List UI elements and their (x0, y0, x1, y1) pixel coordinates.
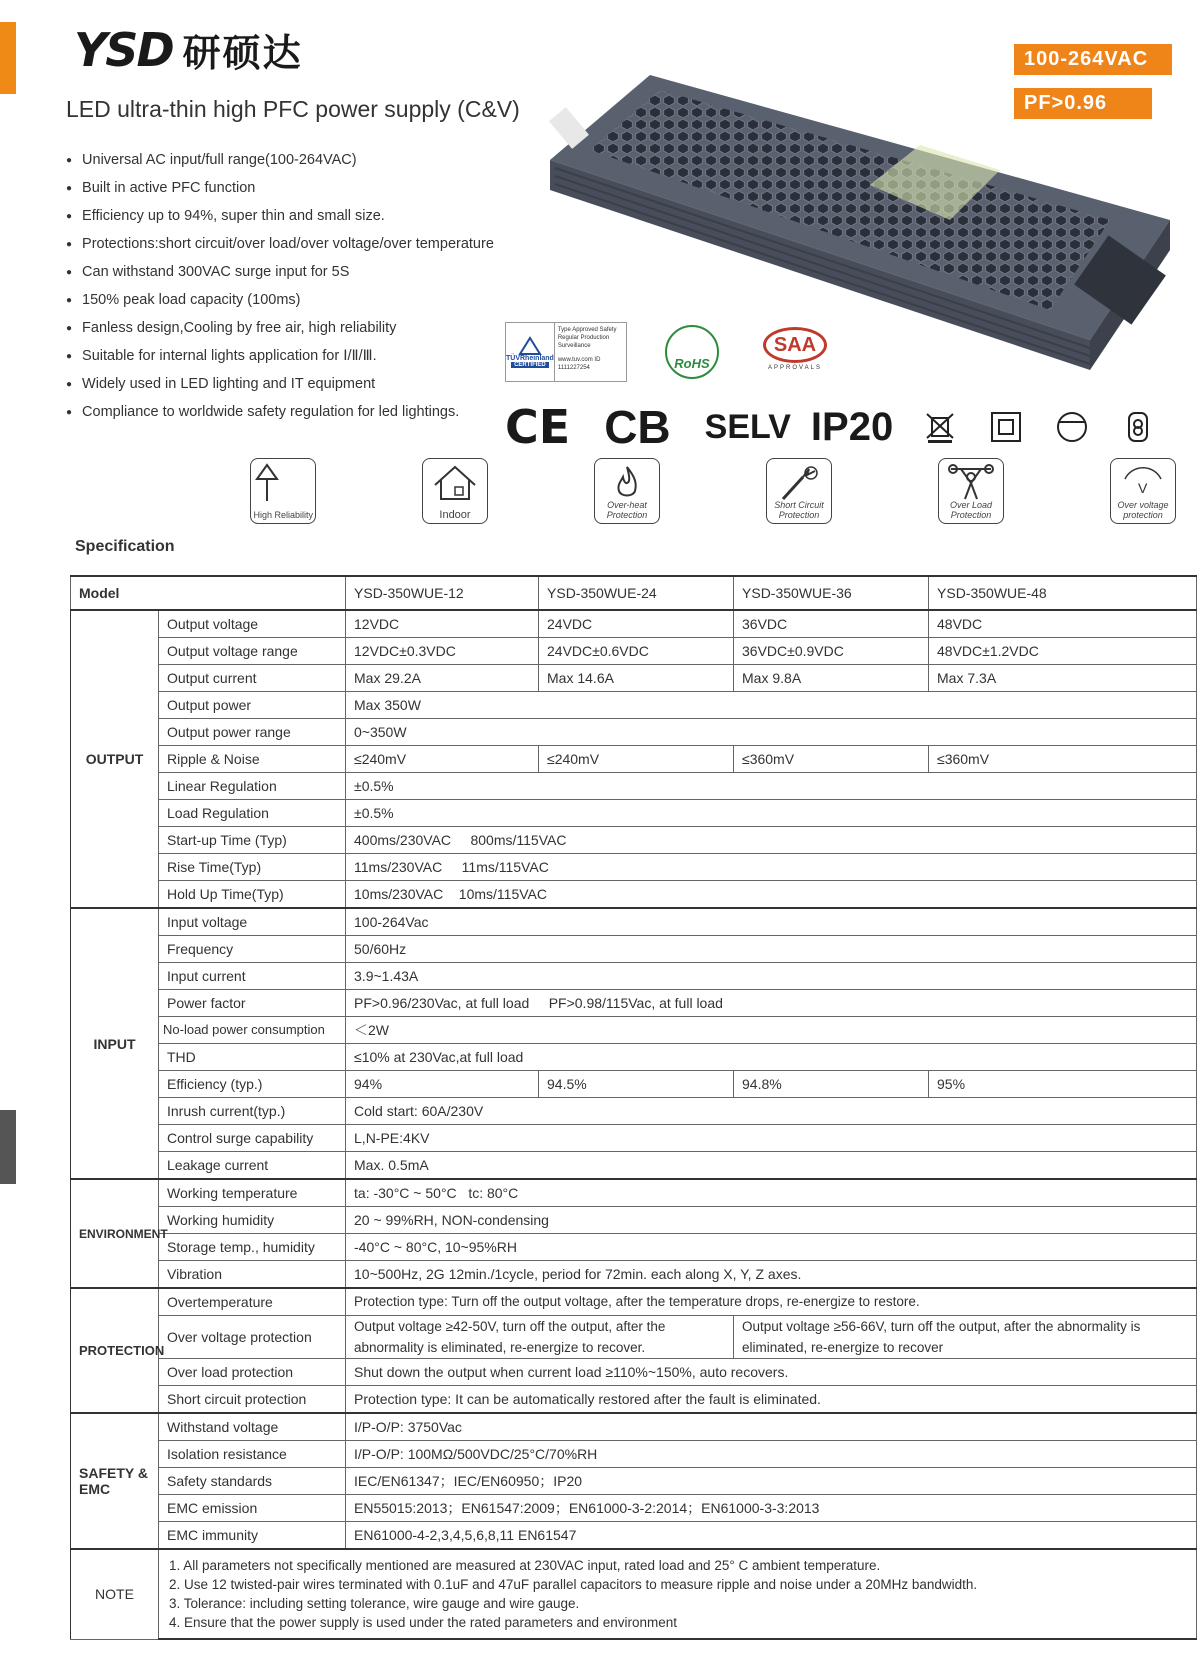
certification-logos (505, 322, 833, 382)
note-line: 1. All parameters not specifically mentioned are measured at 230VAC input, rated load and 25° C ambient temperature. (169, 1558, 881, 1573)
param-label: Inrush current(typ.) (159, 1098, 346, 1125)
logo-chinese-name: 研硕达 (182, 31, 303, 75)
param-label: THD (159, 1044, 346, 1071)
group-label: INPUT (71, 908, 159, 1179)
table-row (71, 1152, 1197, 1180)
table-row (71, 1125, 1197, 1152)
power-factor-badge: PF>0.96 (1014, 88, 1152, 119)
gray-edge-tab (0, 1110, 16, 1184)
param-label: Control surge capability (159, 1125, 346, 1152)
rohs-logo: RoHS (665, 325, 719, 379)
triangle-icon (519, 337, 541, 355)
group-label: PROTECTION (71, 1288, 159, 1413)
table-row (71, 638, 1197, 665)
table-row (71, 1316, 1197, 1359)
param-value: 95% (929, 1071, 1197, 1098)
param-value: 24VDC (539, 610, 734, 638)
param-value: 12VDC±0.3VDC (346, 638, 539, 665)
feature-item: ● Widely used in LED lighting and IT equipment (66, 370, 494, 398)
compliance-marks (505, 400, 1187, 454)
param-value: PF>0.96/230Vac, at full load PF>0.98/115Vac, at full load (346, 990, 1197, 1017)
param-label: No-load power consumption (159, 1017, 346, 1044)
param-label: Hold Up Time(Typ) (159, 881, 346, 909)
short-circuit-feature (766, 458, 832, 524)
svg-text:V: V (1138, 480, 1148, 496)
param-label: Output voltage range (159, 638, 346, 665)
param-value: ±0.5% (346, 800, 1197, 827)
param-label: Short circuit protection (159, 1386, 346, 1414)
param-value: 48VDC±1.2VDC (929, 638, 1197, 665)
feature-item: ● Compliance to worldwide safety regulation for led lightings. (66, 398, 494, 426)
table-row (71, 1207, 1197, 1234)
table-row (71, 773, 1197, 800)
param-value: Max 14.6A (539, 665, 734, 692)
feature-item: ● Can withstand 300VAC surge input for 5S (66, 258, 494, 286)
param-label: Working temperature (159, 1179, 346, 1207)
tuv-badge: CERTIFIED (511, 362, 549, 368)
param-value: ≤360mV (929, 746, 1197, 773)
arrow-up-icon (257, 463, 287, 503)
param-value: Cold start: 60A/230V (346, 1098, 1197, 1125)
param-value: Shut down the output when current load ≥110%~150%, auto recovers. (346, 1359, 1197, 1386)
table-row (71, 908, 1197, 936)
table-row (71, 746, 1197, 773)
table-row (71, 1098, 1197, 1125)
table-row (71, 800, 1197, 827)
param-label: Output current (159, 665, 346, 692)
model-cell: YSD-350WUE-12 (346, 576, 539, 610)
param-value: I/P-O/P: 3750Vac (346, 1413, 1197, 1441)
table-row (71, 1017, 1197, 1044)
table-row (71, 1359, 1197, 1386)
ce-mark: CE (505, 400, 571, 454)
param-label: Output power (159, 692, 346, 719)
high-reliability-feature (250, 458, 316, 524)
table-row (71, 881, 1197, 909)
param-value: 400ms/230VAC 800ms/115VAC (346, 827, 1197, 854)
double-insulation-icon (989, 410, 1023, 444)
table-row (71, 576, 1197, 610)
param-value: Output voltage ≥56-66V, turn off the output, after the abnormality is eliminated, re-energize to recover (734, 1316, 1197, 1359)
param-value: ≤240mV (346, 746, 539, 773)
param-value: 0~350W (346, 719, 1197, 746)
param-label: Input voltage (159, 908, 346, 936)
param-value: 94.8% (734, 1071, 929, 1098)
group-label: OUTPUT (71, 610, 159, 908)
group-label: NOTE (71, 1549, 159, 1639)
param-value: ≤10% at 230Vac,at full load (346, 1044, 1197, 1071)
param-value: 50/60Hz (346, 936, 1197, 963)
over-voltage-feature (1110, 458, 1176, 524)
notes-cell (159, 1549, 1197, 1639)
param-value: 36VDC (734, 610, 929, 638)
param-label: Rise Time(Typ) (159, 854, 346, 881)
param-value: ＜2W (346, 1017, 1197, 1044)
ip20-mark: IP20 (810, 404, 894, 449)
table-row (71, 1386, 1197, 1414)
param-value: 3.9~1.43A (346, 963, 1197, 990)
param-value: Max 7.3A (929, 665, 1197, 692)
logo-mark: YSD (74, 22, 173, 77)
saa-subtext: APPROVALS (768, 365, 822, 371)
param-label: Over load protection (159, 1359, 346, 1386)
param-label: Working humidity (159, 1207, 346, 1234)
param-value: ≤360mV (734, 746, 929, 773)
group-label: SAFETY & EMC (71, 1413, 159, 1549)
feature-caption: Over voltage protection (1117, 500, 1169, 520)
param-value: -40°C ~ 80°C, 10~95%RH (346, 1234, 1197, 1261)
param-value: ta: -30°C ~ 50°C tc: 80°C (346, 1179, 1197, 1207)
table-row (71, 1044, 1197, 1071)
param-label: Output power range (159, 719, 346, 746)
indoor-feature (422, 458, 488, 524)
param-label: Withstand voltage (159, 1413, 346, 1441)
saa-ring: SAA (763, 327, 827, 363)
group-label: ENVIRONMENT (71, 1179, 159, 1288)
param-label: Power factor (159, 990, 346, 1017)
spark-plug-icon (773, 463, 825, 503)
table-row (71, 1234, 1197, 1261)
feature-item: ● Universal AC input/full range(100-264VAC) (66, 146, 494, 174)
voltmeter-icon (1117, 463, 1169, 503)
crossed-bin-icon (923, 410, 957, 444)
param-value: ±0.5% (346, 773, 1197, 800)
model-cell: YSD-350WUE-24 (539, 576, 734, 610)
weightlifter-icon (945, 463, 997, 503)
param-value: 24VDC±0.6VDC (539, 638, 734, 665)
table-row (71, 610, 1197, 638)
page-subtitle: LED ultra-thin high PFC power supply (C&V) (66, 96, 520, 122)
feature-item: ● Suitable for internal lights application for Ⅰ/Ⅱ/Ⅲ. (66, 342, 494, 370)
feature-icon-row (250, 458, 1176, 524)
param-value: 94% (346, 1071, 539, 1098)
param-value: 12VDC (346, 610, 539, 638)
param-value: Max 29.2A (346, 665, 539, 692)
param-value: 10ms/230VAC 10ms/115VAC (346, 881, 1197, 909)
feature-item: ● Efficiency up to 94%, super thin and small size. (66, 202, 494, 230)
param-label: Safety standards (159, 1468, 346, 1495)
param-label: Output voltage (159, 610, 346, 638)
note-line: 4. Ensure that the power supply is used under the rated parameters and environment (169, 1615, 678, 1630)
table-row (71, 1441, 1197, 1468)
feature-caption: Over Load Protection (949, 500, 993, 520)
param-value: EN61000-4-2,3,4,5,6,8,11 EN61547 (346, 1522, 1197, 1550)
param-value: 20 ~ 99%RH, NON-condensing (346, 1207, 1197, 1234)
param-value: 100-264Vac (346, 908, 1197, 936)
table-row (71, 1071, 1197, 1098)
table-row (71, 719, 1197, 746)
brand-logo (74, 22, 303, 77)
feature-caption: Indoor (439, 509, 471, 521)
param-value: 11ms/230VAC 11ms/115VAC (346, 854, 1197, 881)
table-row (71, 1549, 1197, 1639)
table-row (71, 692, 1197, 719)
saa-logo (757, 327, 833, 377)
tuv-name: TÜVRheinland (506, 354, 554, 362)
param-label: EMC immunity (159, 1522, 346, 1550)
table-row (71, 1522, 1197, 1550)
safety-transformer-icon (1121, 410, 1155, 444)
param-label: Ripple & Noise (159, 746, 346, 773)
param-value: Output voltage ≥42-50V, turn off the output, after the abnormality is eliminated, re-energize to recover. (346, 1316, 734, 1359)
model-label: Model (71, 576, 346, 610)
input-voltage-badge: 100-264VAC (1014, 44, 1172, 75)
feature-item: ● Built in active PFC function (66, 174, 494, 202)
flame-icon (601, 463, 653, 503)
orange-edge-tab (0, 22, 16, 94)
param-label: Linear Regulation (159, 773, 346, 800)
luminaire-mark-icon (1055, 410, 1089, 444)
cb-mark: CB (604, 401, 671, 453)
table-row (71, 1495, 1197, 1522)
param-value: IEC/EN61347；IEC/EN60950；IP20 (346, 1468, 1197, 1495)
table-row (71, 854, 1197, 881)
over-load-feature (938, 458, 1004, 524)
param-label: Load Regulation (159, 800, 346, 827)
table-row (71, 936, 1197, 963)
param-value: ≤240mV (539, 746, 734, 773)
param-label: Storage temp., humidity (159, 1234, 346, 1261)
param-value: Protection type: Turn off the output voltage, after the temperature drops, re-energize to restore. (346, 1288, 1197, 1316)
feature-item: ● 150% peak load capacity (100ms) (66, 286, 494, 314)
table-row (71, 665, 1197, 692)
house-icon (429, 463, 481, 503)
feature-caption: Over-heat Protection (606, 500, 648, 520)
feature-item: ● Protections:short circuit/over load/over voltage/over temperature (66, 230, 494, 258)
table-row (71, 827, 1197, 854)
param-label: Frequency (159, 936, 346, 963)
param-value: I/P-O/P: 100MΩ/500VDC/25°C/70%RH (346, 1441, 1197, 1468)
feature-item: ● Fanless design,Cooling by free air, high reliability (66, 314, 494, 342)
table-row (71, 1261, 1197, 1289)
model-cell: YSD-350WUE-48 (929, 576, 1197, 610)
param-label: Vibration (159, 1261, 346, 1289)
param-label: Over voltage protection (159, 1316, 346, 1359)
tuv-certification (505, 322, 627, 382)
table-row (71, 1288, 1197, 1316)
param-value: Max. 0.5mA (346, 1152, 1197, 1180)
param-label: Efficiency (typ.) (159, 1071, 346, 1098)
note-line: 2. Use 12 twisted-pair wires terminated with 0.1uF and 47uF parallel capacitors to measure ripple and noise under a 20MHz bandwidth. (169, 1577, 978, 1592)
specification-table (70, 575, 1197, 1640)
param-label: Isolation resistance (159, 1441, 346, 1468)
param-value: Max 9.8A (734, 665, 929, 692)
param-value: 94.5% (539, 1071, 734, 1098)
feature-list (66, 146, 494, 426)
param-value: Max 350W (346, 692, 1197, 719)
tuv-id: www.tuv.com ID 1111227254 (557, 357, 601, 371)
param-label: Leakage current (159, 1152, 346, 1180)
table-row (71, 963, 1197, 990)
table-row (71, 990, 1197, 1017)
table-row (71, 1468, 1197, 1495)
param-label: EMC emission (159, 1495, 346, 1522)
param-value: Protection type: It can be automatically restored after the fault is eliminated. (346, 1386, 1197, 1414)
param-label: Input current (159, 963, 346, 990)
param-value: 48VDC (929, 610, 1197, 638)
over-heat-feature (594, 458, 660, 524)
feature-caption: High Reliability (253, 510, 313, 520)
specification-heading: Specification (75, 538, 175, 555)
table-row (71, 1179, 1197, 1207)
param-label: Start-up Time (Typ) (159, 827, 346, 854)
param-value: 36VDC±0.9VDC (734, 638, 929, 665)
param-value: L,N-PE:4KV (346, 1125, 1197, 1152)
table-row (71, 1413, 1197, 1441)
param-value: EN55015:2013；EN61547:2009；EN61000-3-2:2014；EN61000-3-3:2013 (346, 1495, 1197, 1522)
param-value: 10~500Hz, 2G 12min./1cycle, period for 72min. each along X, Y, Z axes. (346, 1261, 1197, 1289)
note-line: 3. Tolerance: including setting tolerance, wire gauge and wire gauge. (169, 1596, 580, 1611)
feature-caption: Short Circuit Protection (774, 500, 824, 520)
param-label: Overtemperature (159, 1288, 346, 1316)
model-cell: YSD-350WUE-36 (734, 576, 929, 610)
selv-mark: SELV (704, 407, 791, 446)
tuv-description: Type Approved Safety Regular Production Surveillance (557, 327, 617, 349)
